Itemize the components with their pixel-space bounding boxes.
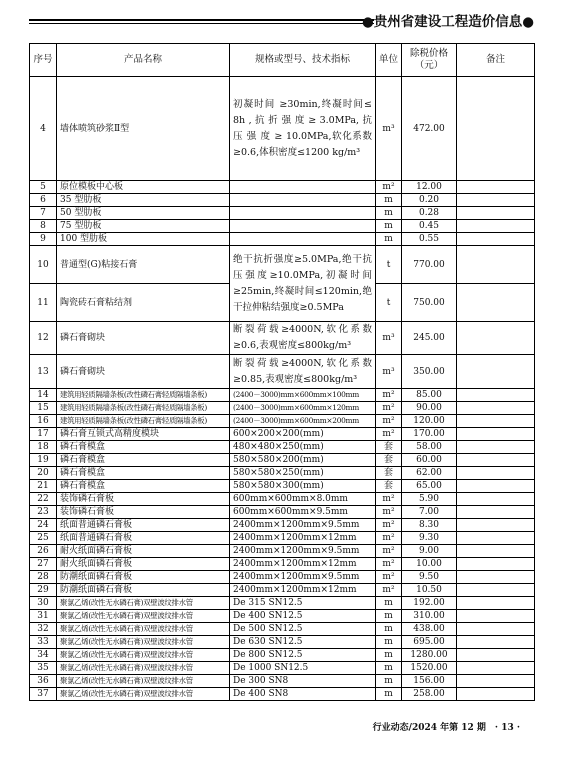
table-row: [30, 454, 535, 467]
row-unit: m³: [376, 355, 402, 389]
row-unit: m: [376, 662, 402, 675]
row-remark: [457, 649, 535, 662]
row-name: 防潮纸面磷石膏板: [57, 584, 230, 597]
row-name: 聚氯乙烯(改性无水磷石膏)双壁波纹排水管: [57, 649, 230, 662]
row-price: 1520.00: [402, 662, 457, 675]
row-name: 陶瓷砖石膏粘结剂: [57, 284, 230, 322]
row-unit: m²: [376, 532, 402, 545]
row-unit: m²: [376, 584, 402, 597]
row-number: 8: [30, 220, 57, 233]
row-spec: (2400－3000)mm×600mm×100mm: [230, 389, 376, 402]
table-row: [30, 467, 535, 480]
row-name: 磷石膏模盒: [57, 467, 230, 480]
table-row: [30, 480, 535, 493]
row-spec: 480×480×250(mm): [230, 441, 376, 454]
row-price: 0.45: [402, 220, 457, 233]
row-number: 10: [30, 246, 57, 284]
row-price: 770.00: [402, 246, 457, 284]
row-number: 7: [30, 207, 57, 220]
row-unit: m: [376, 207, 402, 220]
row-unit: 套: [376, 441, 402, 454]
row-number: 23: [30, 506, 57, 519]
row-price: 7.00: [402, 506, 457, 519]
row-name: 35 型肋板: [57, 194, 230, 207]
row-unit: m: [376, 610, 402, 623]
row-number: 37: [30, 688, 57, 701]
row-unit: m²: [376, 571, 402, 584]
row-spec: (2400－3000)mm×600mm×200mm: [230, 415, 376, 428]
row-spec: De 315 SN12.5: [230, 597, 376, 610]
row-number: 5: [30, 181, 57, 194]
row-number: 12: [30, 322, 57, 355]
table-row: [30, 493, 535, 506]
row-price: 750.00: [402, 284, 457, 322]
row-unit: m: [376, 649, 402, 662]
row-spec: 2400mm×1200mm×9.5mm: [230, 519, 376, 532]
row-name: 装饰磷石膏板: [57, 493, 230, 506]
row-unit: m: [376, 636, 402, 649]
row-name: 磷石膏模盒: [57, 441, 230, 454]
row-price: 438.00: [402, 623, 457, 636]
row-price: 9.50: [402, 571, 457, 584]
row-number: 26: [30, 545, 57, 558]
table-row: [30, 322, 535, 355]
row-unit: t: [376, 246, 402, 284]
row-price: 258.00: [402, 688, 457, 701]
row-spec: 2400mm×1200mm×12mm: [230, 558, 376, 571]
row-name: 建筑用轻质隔墙条板(改性磷石膏轻质隔墙条板): [57, 415, 230, 428]
row-unit: m: [376, 597, 402, 610]
row-name: 75 型肋板: [57, 220, 230, 233]
row-number: 24: [30, 519, 57, 532]
row-price: 85.00: [402, 389, 457, 402]
row-spec: De 300 SN8: [230, 675, 376, 688]
table-row: [30, 506, 535, 519]
row-number: 34: [30, 649, 57, 662]
row-spec: 580×580×250(mm): [230, 467, 376, 480]
row-remark: [457, 181, 535, 194]
row-spec: [230, 233, 376, 246]
row-unit: m: [376, 688, 402, 701]
row-name: 聚氯乙烯(改性无水磷石膏)双壁波纹排水管: [57, 662, 230, 675]
table-row: [30, 519, 535, 532]
row-price: 60.00: [402, 454, 457, 467]
row-price: 12.00: [402, 181, 457, 194]
row-price: 120.00: [402, 415, 457, 428]
row-remark: [457, 284, 535, 322]
row-number: 29: [30, 584, 57, 597]
table-row: [30, 402, 535, 415]
row-number: 30: [30, 597, 57, 610]
row-name: 聚氯乙烯(改性无水磷石膏)双壁波纹排水管: [57, 597, 230, 610]
table-row: [30, 558, 535, 571]
table-row: [30, 571, 535, 584]
row-unit: m: [376, 623, 402, 636]
table-row: [30, 355, 535, 389]
row-price: 62.00: [402, 467, 457, 480]
row-number: 4: [30, 77, 57, 181]
header-title: ●贵州省建设工程造价信息●: [361, 14, 534, 30]
row-spec: De 500 SN12.5: [230, 623, 376, 636]
col-header-price: 除税价格（元）: [402, 44, 457, 77]
row-spec: [230, 194, 376, 207]
table-row: [30, 194, 535, 207]
row-number: 25: [30, 532, 57, 545]
row-unit: m²: [376, 389, 402, 402]
row-remark: [457, 558, 535, 571]
row-price: 8.30: [402, 519, 457, 532]
row-spec: 断裂荷载≥4000N,软化系数≥0.6,表观密度≤800kg/m³: [230, 322, 376, 355]
header-rule-thick: [29, 19, 374, 21]
row-unit: m²: [376, 558, 402, 571]
row-remark: [457, 402, 535, 415]
row-number: 19: [30, 454, 57, 467]
row-remark: [457, 322, 535, 355]
row-spec: 断裂荷载≥4000N,软化系数≥0.85,表观密度≤800kg/m³: [230, 355, 376, 389]
row-remark: [457, 545, 535, 558]
row-price: 310.00: [402, 610, 457, 623]
table-row: [30, 181, 535, 194]
row-spec: 初凝时间 ≥30min,终凝时间≤ 8h , 抗 折 强 度 ≥ 3.0MPa, 抗 压 强 度 ≥ 10.0MPa,软化系数≥0.6,体积密度≤1200 kg/m³: [230, 77, 376, 181]
col-header-name: 产品名称: [57, 44, 230, 77]
row-name: 纸面普通磷石膏板: [57, 532, 230, 545]
table-row: [30, 415, 535, 428]
row-spec: De 800 SN12.5: [230, 649, 376, 662]
row-number: 15: [30, 402, 57, 415]
row-price: 192.00: [402, 597, 457, 610]
row-unit: 套: [376, 454, 402, 467]
row-spec: 2400mm×1200mm×9.5mm: [230, 545, 376, 558]
row-unit: m²: [376, 428, 402, 441]
table-row: [30, 675, 535, 688]
row-unit: m: [376, 233, 402, 246]
row-number: 27: [30, 558, 57, 571]
row-unit: m: [376, 194, 402, 207]
table-header-row: [30, 44, 535, 77]
row-name: 50 型肋板: [57, 207, 230, 220]
row-name: 建筑用轻质隔墙条板(改性磷石膏轻质隔墙条板): [57, 389, 230, 402]
row-price: 65.00: [402, 480, 457, 493]
row-name: 纸面普通磷石膏板: [57, 519, 230, 532]
row-unit: m²: [376, 545, 402, 558]
row-number: 33: [30, 636, 57, 649]
row-unit: m²: [376, 506, 402, 519]
row-name: 磷石膏模盒: [57, 480, 230, 493]
table-row: [30, 233, 535, 246]
row-number: 36: [30, 675, 57, 688]
row-price: 9.00: [402, 545, 457, 558]
row-price: 9.30: [402, 532, 457, 545]
table-row: [30, 688, 535, 701]
table-row: [30, 389, 535, 402]
row-name: 建筑用轻质隔墙条板(改性磷石膏轻质隔墙条板): [57, 402, 230, 415]
col-header-spec: 规格或型号、技术指标: [230, 44, 376, 77]
row-remark: [457, 220, 535, 233]
table-row: [30, 246, 535, 284]
row-spec: [230, 181, 376, 194]
row-spec: 2400mm×1200mm×12mm: [230, 532, 376, 545]
row-remark: [457, 636, 535, 649]
row-remark: [457, 571, 535, 584]
row-number: 28: [30, 571, 57, 584]
row-price: 10.00: [402, 558, 457, 571]
row-remark: [457, 454, 535, 467]
page-header: [29, 10, 534, 32]
row-spec: 600mm×600mm×8.0mm: [230, 493, 376, 506]
row-name: 100 型肋板: [57, 233, 230, 246]
row-spec: De 400 SN8: [230, 688, 376, 701]
row-name: 磷石膏砌块: [57, 322, 230, 355]
row-remark: [457, 584, 535, 597]
row-remark: [457, 662, 535, 675]
row-name: 聚氯乙烯(改性无水磷石膏)双壁波纹排水管: [57, 623, 230, 636]
header-rule-thin: [29, 23, 374, 24]
row-remark: [457, 532, 535, 545]
price-table: [29, 43, 535, 701]
row-name: 聚氯乙烯(改性无水磷石膏)双壁波纹排水管: [57, 636, 230, 649]
table-row: [30, 597, 535, 610]
table-row: [30, 545, 535, 558]
row-name: 耐火纸面磷石膏板: [57, 558, 230, 571]
row-unit: t: [376, 284, 402, 322]
row-name: 防潮纸面磷石膏板: [57, 571, 230, 584]
row-name: 原位模板中心板: [57, 181, 230, 194]
row-number: 17: [30, 428, 57, 441]
row-name: 聚氯乙烯(改性无水磷石膏)双壁波纹排水管: [57, 610, 230, 623]
row-price: 170.00: [402, 428, 457, 441]
table-row: [30, 220, 535, 233]
table-row: [30, 207, 535, 220]
row-number: 9: [30, 233, 57, 246]
row-remark: [457, 506, 535, 519]
row-price: 472.00: [402, 77, 457, 181]
row-price: 245.00: [402, 322, 457, 355]
row-number: 32: [30, 623, 57, 636]
row-number: 6: [30, 194, 57, 207]
row-unit: m²: [376, 519, 402, 532]
row-price: 350.00: [402, 355, 457, 389]
row-spec: [230, 220, 376, 233]
row-spec: 600mm×600mm×9.5mm: [230, 506, 376, 519]
row-price: 695.00: [402, 636, 457, 649]
row-name: 装饰磷石膏板: [57, 506, 230, 519]
row-remark: [457, 493, 535, 506]
row-name: 耐火纸面磷石膏板: [57, 545, 230, 558]
col-header-unit: 单位: [376, 44, 402, 77]
row-number: 11: [30, 284, 57, 322]
row-remark: [457, 467, 535, 480]
row-number: 35: [30, 662, 57, 675]
row-price: 0.55: [402, 233, 457, 246]
row-unit: m²: [376, 415, 402, 428]
row-number: 21: [30, 480, 57, 493]
row-unit: m: [376, 675, 402, 688]
row-name: 聚氯乙烯(改性无水磷石膏)双壁波纹排水管: [57, 675, 230, 688]
table-row: [30, 441, 535, 454]
page-footer: 行业动态/2024 年第 12 期 · 13 ·: [372, 723, 520, 733]
row-number: 22: [30, 493, 57, 506]
row-remark: [457, 246, 535, 284]
row-price: 156.00: [402, 675, 457, 688]
table-row: [30, 662, 535, 675]
table-row: [30, 636, 535, 649]
row-unit: m³: [376, 77, 402, 181]
col-header-remark: 备注: [457, 44, 535, 77]
row-number: 16: [30, 415, 57, 428]
row-remark: [457, 415, 535, 428]
row-name: 普通型(G)粘接石膏: [57, 246, 230, 284]
row-spec: De 400 SN12.5: [230, 610, 376, 623]
row-spec: 2400mm×1200mm×12mm: [230, 584, 376, 597]
table-row: [30, 610, 535, 623]
row-remark: [457, 610, 535, 623]
table-row: [30, 584, 535, 597]
row-remark: [457, 480, 535, 493]
row-number: 18: [30, 441, 57, 454]
row-unit: m²: [376, 181, 402, 194]
row-remark: [457, 441, 535, 454]
row-remark: [457, 675, 535, 688]
row-remark: [457, 207, 535, 220]
row-remark: [457, 233, 535, 246]
row-name: 磷石膏模盒: [57, 454, 230, 467]
row-remark: [457, 688, 535, 701]
row-number: 20: [30, 467, 57, 480]
row-unit: 套: [376, 480, 402, 493]
row-spec: 600×200×200(mm): [230, 428, 376, 441]
table-row: [30, 532, 535, 545]
row-spec: 绝干抗折强度≥5.0MPa,绝干抗压强度≥10.0MPa,初凝时间≥25min,终凝时间≤120min,绝干拉伸粘结强度≥0.5MPa: [230, 246, 376, 322]
table-row: [30, 649, 535, 662]
row-number: 31: [30, 610, 57, 623]
table-row: [30, 428, 535, 441]
row-price: 5.90: [402, 493, 457, 506]
row-spec: De 1000 SN12.5: [230, 662, 376, 675]
row-price: 10.50: [402, 584, 457, 597]
row-name: 磷石膏砌块: [57, 355, 230, 389]
row-remark: [457, 519, 535, 532]
row-price: 0.20: [402, 194, 457, 207]
row-unit: m: [376, 220, 402, 233]
row-unit: m²: [376, 493, 402, 506]
row-remark: [457, 194, 535, 207]
row-remark: [457, 623, 535, 636]
table-row: [30, 77, 535, 181]
col-header-no: 序号: [30, 44, 57, 77]
row-remark: [457, 428, 535, 441]
row-number: 13: [30, 355, 57, 389]
row-price: 90.00: [402, 402, 457, 415]
row-spec: 580×580×300(mm): [230, 480, 376, 493]
row-spec: De 630 SN12.5: [230, 636, 376, 649]
row-spec: 2400mm×1200mm×9.5mm: [230, 571, 376, 584]
row-name: 聚氯乙烯(改性无水磷石膏)双壁波纹排水管: [57, 688, 230, 701]
row-price: 1280.00: [402, 649, 457, 662]
row-spec: 580×580×200(mm): [230, 454, 376, 467]
row-price: 58.00: [402, 441, 457, 454]
row-unit: 套: [376, 467, 402, 480]
row-unit: m³: [376, 322, 402, 355]
row-remark: [457, 389, 535, 402]
row-remark: [457, 77, 535, 181]
table-row: [30, 623, 535, 636]
row-name: 磷石膏互锁式高精度模块: [57, 428, 230, 441]
row-number: 14: [30, 389, 57, 402]
row-price: 0.28: [402, 207, 457, 220]
row-remark: [457, 355, 535, 389]
row-remark: [457, 597, 535, 610]
row-spec: [230, 207, 376, 220]
row-name: 墙体喷筑砂浆Ⅱ型: [57, 77, 230, 181]
row-unit: m²: [376, 402, 402, 415]
row-spec: (2400－3000)mm×600mm×120mm: [230, 402, 376, 415]
